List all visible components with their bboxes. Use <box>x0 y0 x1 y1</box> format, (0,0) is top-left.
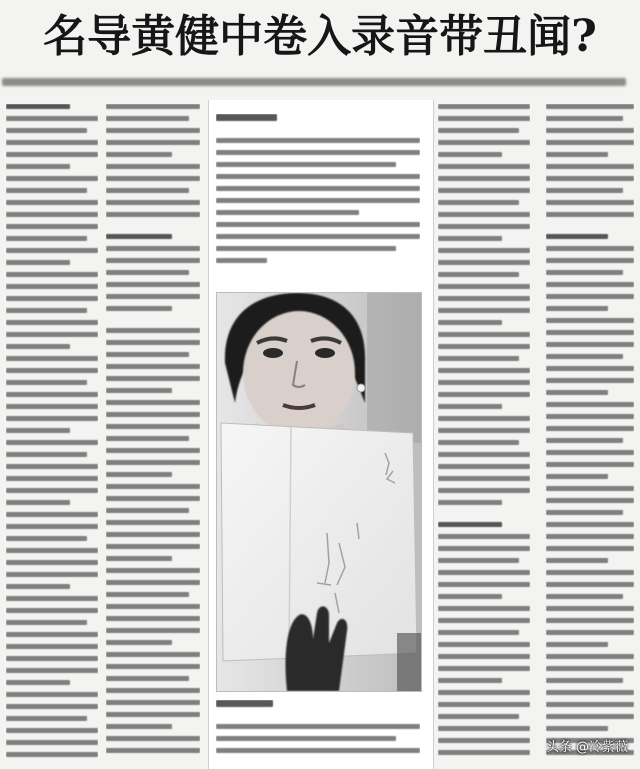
left-text-column <box>6 104 98 764</box>
photo-woman-holding-paper <box>216 292 422 692</box>
center-text-block <box>216 114 420 284</box>
second-text-column <box>106 104 200 764</box>
subtitle-blurred <box>0 72 640 92</box>
watermark: 头条 @冷紫薇 <box>545 740 628 755</box>
fourth-text-column <box>438 104 530 764</box>
headline: 名导黄健中卷入录音带丑闻? <box>43 11 597 62</box>
center-bottom-text <box>216 700 420 769</box>
fifth-text-column <box>546 104 634 764</box>
portrait-illustration <box>217 293 421 691</box>
